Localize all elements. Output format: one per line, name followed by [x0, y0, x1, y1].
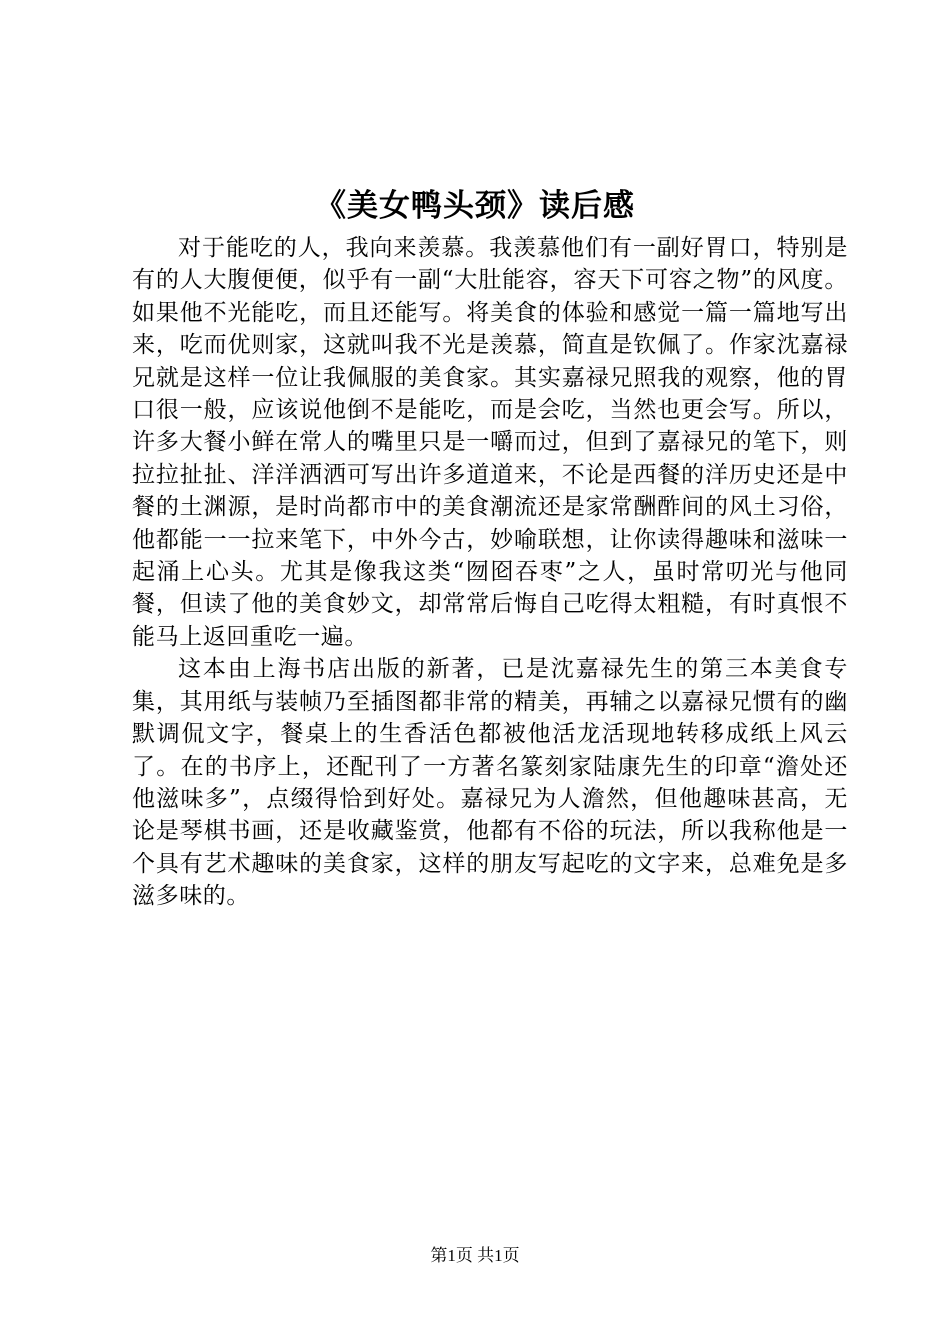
document-title: 《美女鸭头颈》读后感 [315, 188, 635, 224]
paragraph-1: 对于能吃的人，我向来羡慕。我羡慕他们有一副好胃口，特别是有的人大腹便便，似乎有一副“大肚能容，容天下可容之物”的风度。如果他不光能吃，而且还能写。将美食的体验和感觉一篇一篇地写出来，吃而优则家，这就叫我不光是羡慕，简直是钦佩了。作家沈嘉禄兄就是这样一位让我佩服的美食家。其实嘉禄兄照我的观察，他的胃口很一般，应该说他倒不是能吃，而是会吃，当然也更会写。所以，许多大餐小鲜在常人的嘴里只是一嚼而过，但到了嘉禄兄的笔下，则拉拉扯扯、洋洋洒洒可写出许多道道来，不论是西餐的洋历史还是中餐的土渊源，是时尚都市中的美食潮流还是家常酬酢间的风土习俗，他都能一一拉来笔下，中外今古，妙喻联想，让你读得趣味和滋味一起涌上心头。尤其是像我这类“囫囵吞枣”之人，虽时常叨光与他同餐，但读了他的美食妙文，却常常后悔自己吃得太粗糙，有时真恨不能马上返回重吃一遍。 [132, 235, 848, 650]
paragraph-2: 这本由上海书店出版的新著，已是沈嘉禄先生的第三本美食专集，其用纸与装帧乃至插图都非常的精美，再辅之以嘉禄兄惯有的幽默调侃文字，餐桌上的生香活色都被他活龙活现地转移成纸上风云了。在的书序上，还配刊了一方著名篆刻家陆康先生的印章“澹处还他滋味多”，点缀得恰到好处。嘉禄兄为人澹然，但他趣味甚高，无论是琴棋书画，还是收藏鉴赏，他都有不俗的玩法，所以我称他是一个具有艺术趣味的美食家，这样的朋友写起吃的文字来，总难免是多滋多味的。 [132, 656, 848, 910]
page-footer: 第1页 共1页 [430, 1246, 520, 1265]
document-body [132, 232, 848, 913]
